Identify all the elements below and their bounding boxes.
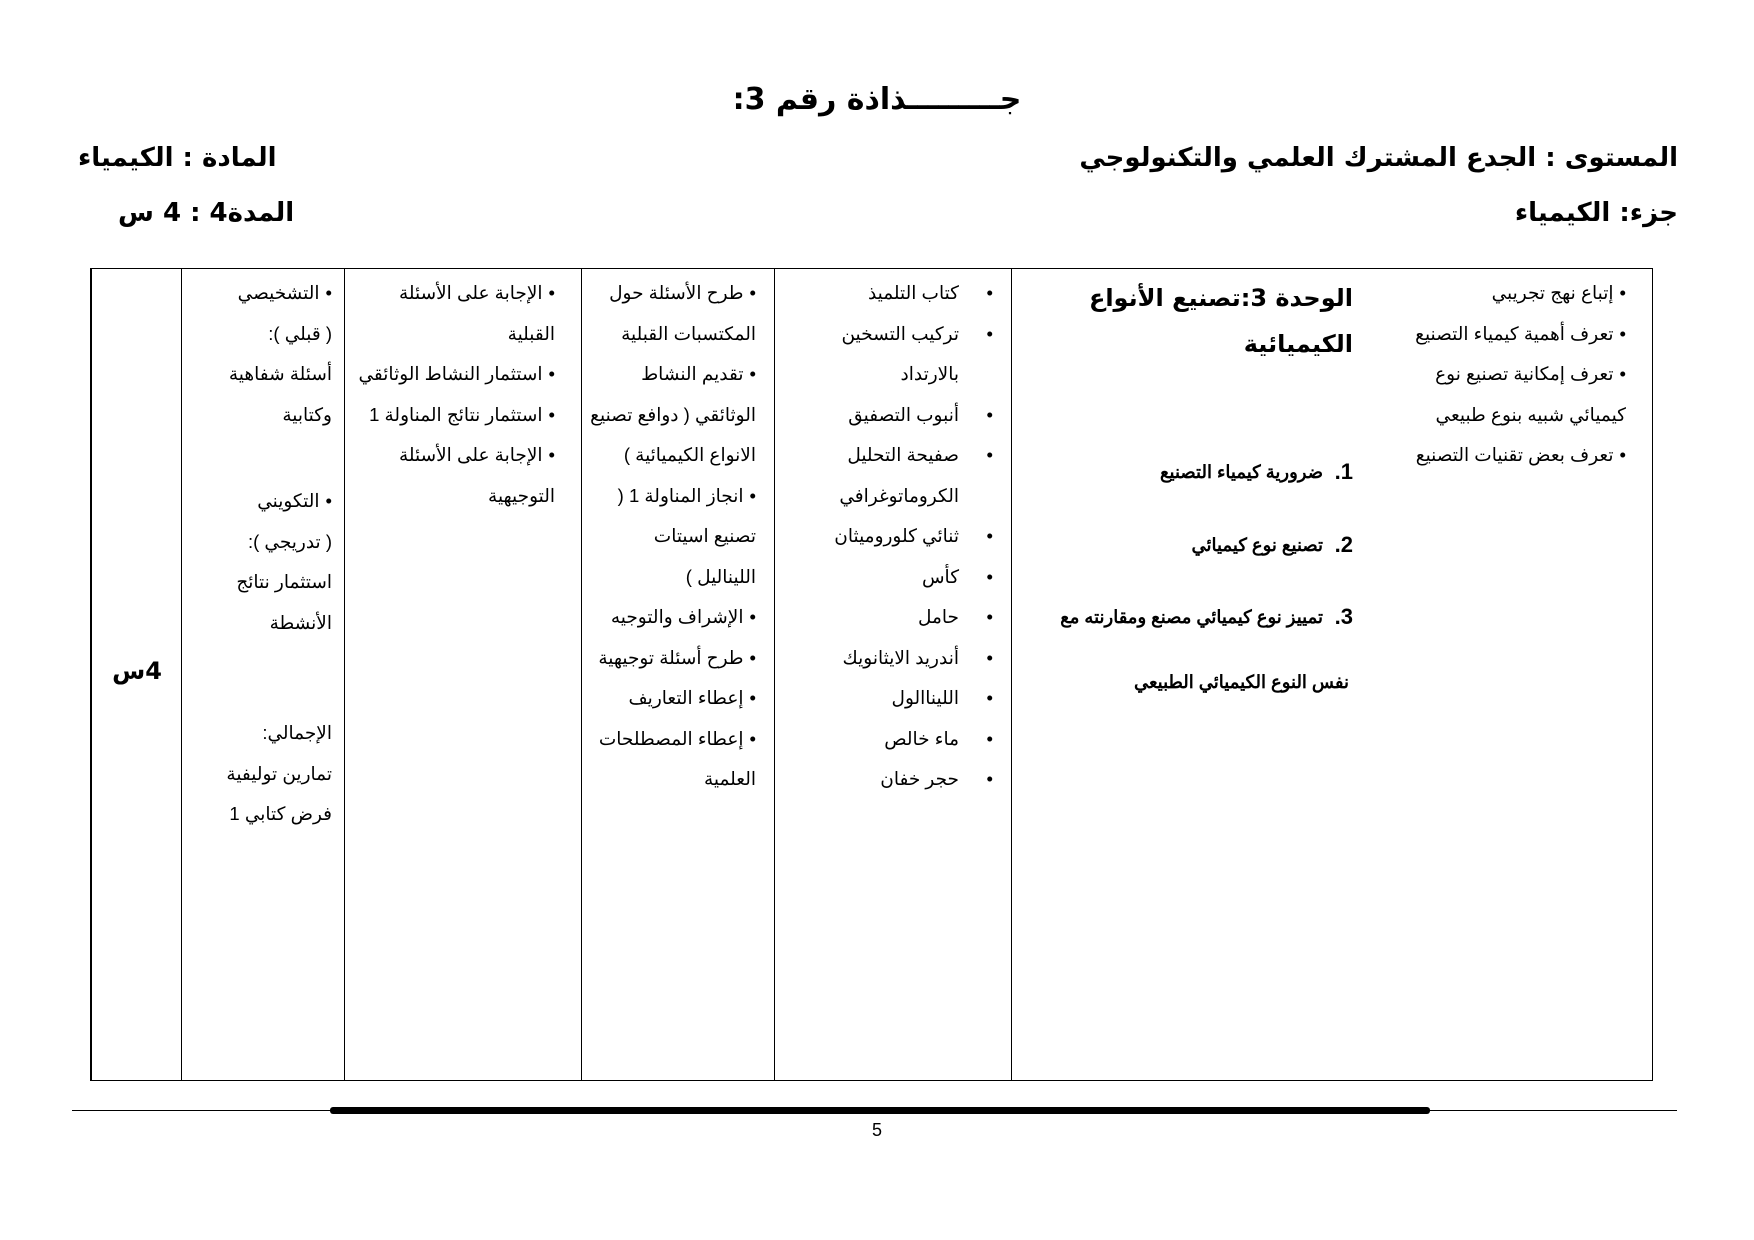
teacher-activity: • انجاز المناولة 1 ( تصنيع اسيتات الليناليل ) [590, 476, 756, 598]
objectives-column [1397, 269, 1654, 1080]
tool-item: • صفيحة التحليل الكروماتوغرافي [783, 435, 995, 516]
footer-rule-thick [330, 1107, 1430, 1114]
part-label: جزء: الكيمياء [1514, 198, 1678, 228]
eval-summative: الإجمالي: [262, 722, 332, 743]
tool-item: • ماء خالص [783, 719, 995, 760]
objective-item: • إتباع نهج تجريبي [1411, 273, 1626, 314]
teacher-activity: • الإشراف والتوجيه [590, 597, 756, 638]
unit-item-continuation: نفس النوع الكيميائي الطبيعي [1133, 671, 1349, 692]
teacher-activities-column [581, 269, 774, 1080]
unit-title: الوحدة 3:تصنيع الأنواع الكيميائية [1088, 284, 1353, 358]
teacher-activity: • تقديم النشاط الوثائقي ( دوافع تصنيع الانواع الكيميائية ) [590, 354, 756, 476]
teacher-activity: • طرح أسئلة توجيهية [590, 638, 756, 679]
student-activity: • استثمار نتائج المناولة 1 [353, 395, 555, 436]
subject-label: المادة : الكيمياء [78, 143, 277, 173]
eval-diagnostic-kind: ( قبلي ): [268, 322, 332, 344]
evaluation-column [181, 269, 344, 1080]
teacher-activity: • إعطاء التعاريف [590, 678, 756, 719]
tool-item: • كأس [783, 557, 995, 598]
page-title: جـــــــــذاذة رقم 3: [732, 82, 1022, 117]
eval-diagnostic: • التشخيصي [190, 273, 332, 314]
teacher-activity: • إعطاء المصطلحات العلمية [590, 719, 756, 800]
tool-item: • ثنائي كلوروميثان [783, 516, 995, 557]
lesson-plan-table [90, 268, 1653, 1081]
tool-item: • تركيب التسخين بالارتداد [783, 314, 995, 395]
tool-item: • حجر خفان [783, 759, 995, 800]
eval-formative-kind: ( تدريجي ): [247, 530, 332, 552]
tools-column [774, 269, 1011, 1080]
tool-item: • الليناالول [783, 678, 995, 719]
tool-item: • أندريد الايثانويك [783, 638, 995, 679]
student-activity: • الإجابة على الأسئلة القبلية [353, 273, 555, 354]
page-number: 5 [871, 1120, 882, 1140]
duration-label: المدة4 : 4 س [118, 198, 295, 228]
unit-column [1011, 269, 1397, 1080]
eval-summative-line2: فرض كتابي 1 [229, 803, 332, 824]
teacher-activity: • طرح الأسئلة حول المكتسبات القبلية [590, 273, 756, 354]
student-activity: • استثمار النشاط الوثائقي [353, 354, 555, 395]
objective-item: • تعرف بعض تقنيات التصنيع [1411, 435, 1626, 476]
unit-item: 3. تمييز نوع كيميائي مصنع ومقارنته مع [1060, 604, 1353, 629]
tool-item: • أنبوب التصفيق [783, 395, 995, 436]
unit-item: 1. ضرورية كيمياء التصنيع [1159, 459, 1353, 484]
time-column [91, 269, 181, 1080]
eval-summative-line1: تمارين توليفية [226, 762, 332, 784]
unit-item: 2. تصنيع نوع كيميائي [1191, 531, 1353, 557]
unit-items [1022, 452, 1353, 638]
eval-formative-desc: استثمار نتائج الأنشطة [236, 571, 332, 633]
tool-item: • كتاب التلميذ [783, 273, 995, 314]
time-value: 4س [112, 657, 162, 685]
objective-item: • تعرف إمكانية تصنيع نوع كيميائي شبيه بنوع طبيعي [1411, 354, 1626, 435]
student-activities-column [344, 269, 581, 1080]
tool-item: • حامل [783, 597, 995, 638]
student-activity: • الإجابة على الأسئلة التوجيهية [353, 435, 555, 516]
eval-formative: • التكويني [190, 481, 332, 522]
objective-item: • تعرف أهمية كيمياء التصنيع [1411, 314, 1626, 355]
eval-diagnostic-desc: أسئلة شفاهية وكتابية [228, 363, 332, 425]
level-label: المستوى : الجدع المشترك العلمي والتكنولوجي [1079, 143, 1678, 173]
